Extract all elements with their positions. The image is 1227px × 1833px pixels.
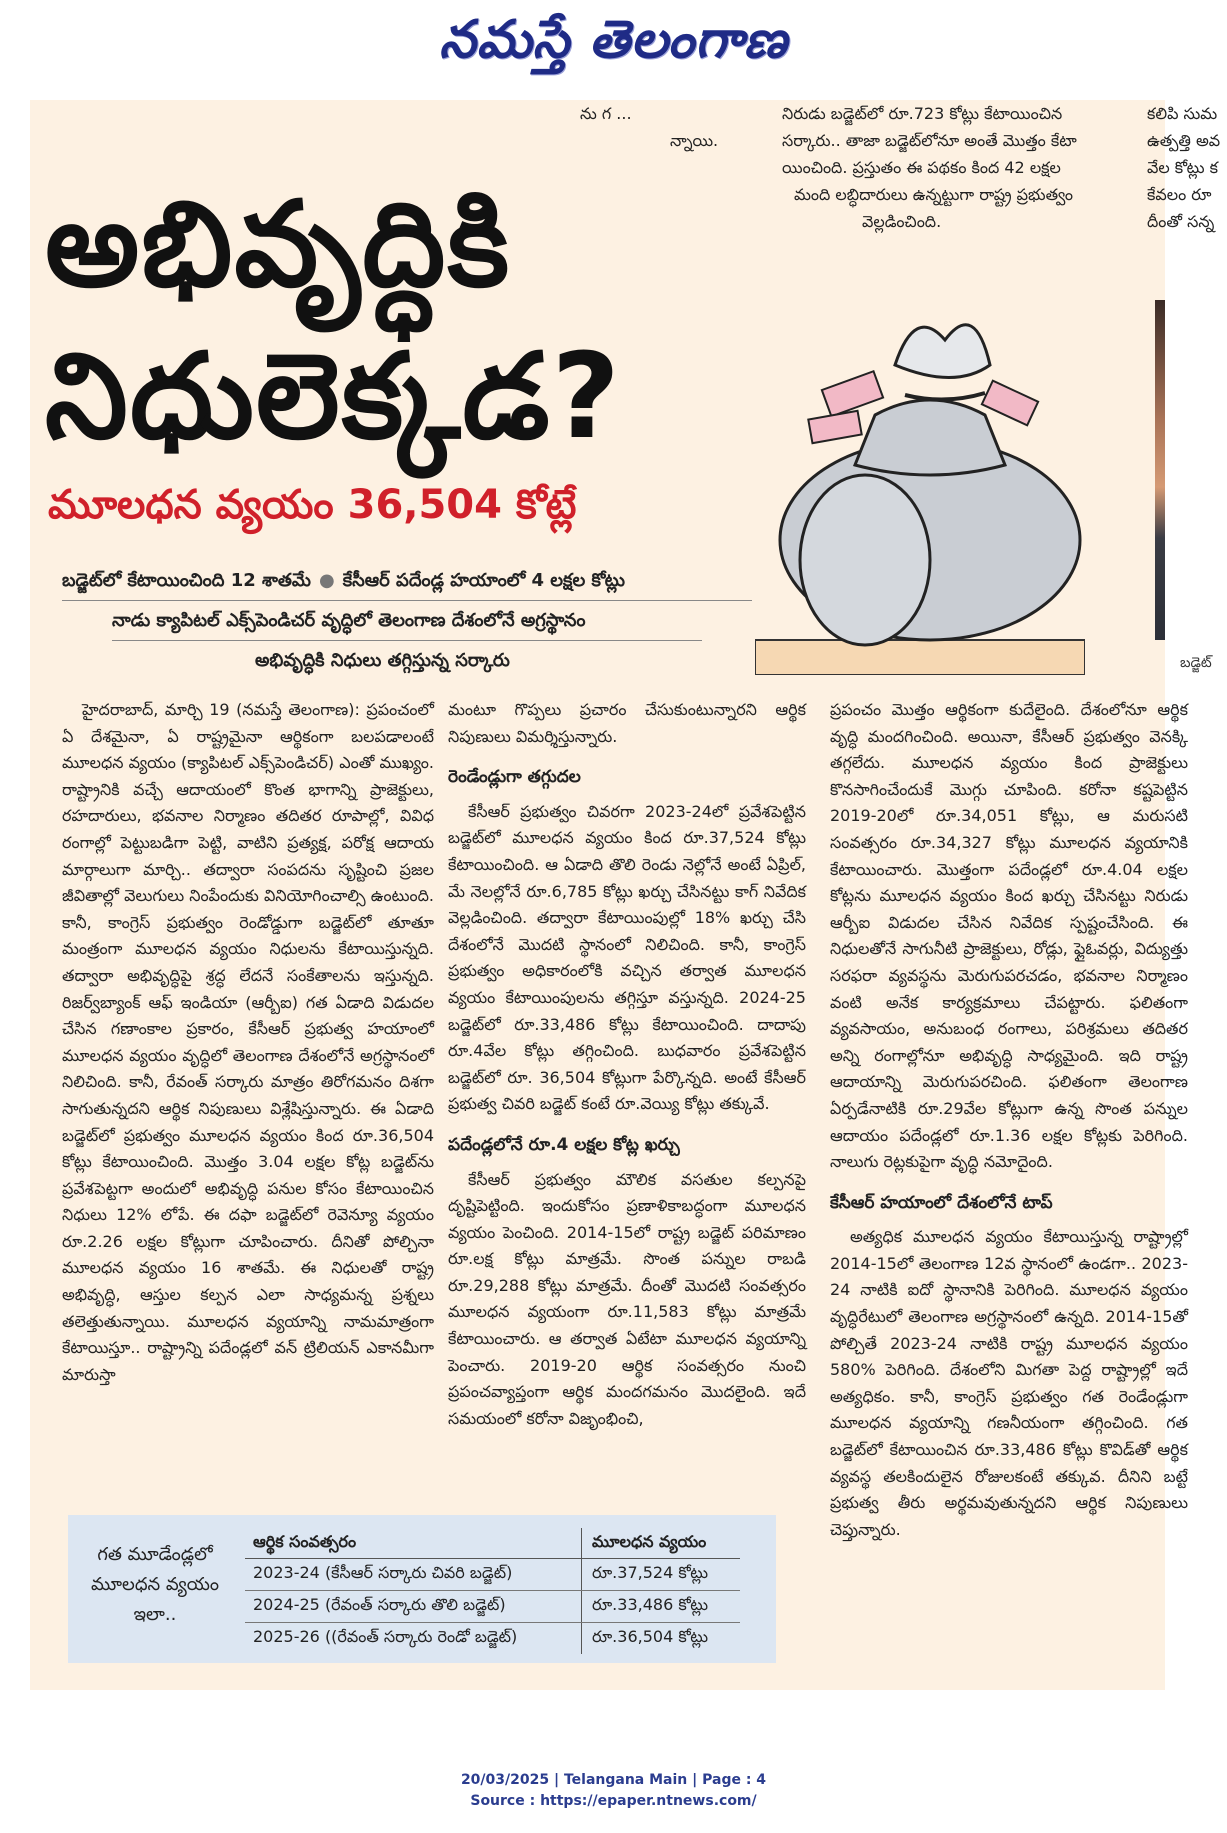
money-bag-illustration (755, 295, 1085, 675)
deck-line-1 (62, 570, 625, 595)
table-cell: 2024-25 (రేవంత్ సర్కారు తొలి బడ్జెట్) (245, 1591, 582, 1623)
subheadline: మూలధన వ్యయం 36,504 కోట్లే (48, 482, 577, 528)
section-heading: కేసీఆర్ హయాంలో దేశంలోనే టాప్ (830, 1192, 1053, 1213)
strip-line: వెల్లడించింది. (862, 212, 942, 231)
paragraph: కేసీఆర్ ప్రభుత్వం మౌలిక వసతుల కల్పనపై దృష్టిపెట్టింది. ఇందుకోసం ప్రణాళికాబద్ధంగా మూలధన వ్యయం పెంచింది. 2014-15లో రాష్ట్ర బడ్జెట్ పరిమాణం రూ.లక్ష కోట్లు మాత్రమే. సొంత పన్నుల రాబడి రూ.29,288 కోట్లు మాత్రమే. దీంతో మొదటి సంవత్సరం మూలధన వ్యయంగా రూ.11,583 కోట్లు మాత్రమే కేటాయించారు. ఆ తర్వాత ఏటేటా మూలధన వ్యయాన్ని పెంచారు. 2019-20 ఆర్థిక సంవత్సరం నుంచి ప్రపంచవ్యాప్తంగా ఆర్థిక మందగమనం మొదలైంది. ఇదే సమయంలో కరోనా విజృంభించి, (448, 1169, 806, 1428)
article-column-1 (62, 697, 434, 1388)
bullet-icon: ● (318, 570, 335, 591)
table-row (245, 1559, 740, 1591)
divider (112, 640, 702, 641)
photo-caption: బడ్జెట్ (1180, 655, 1212, 671)
table-cell: 2023-24 (కేసీఆర్ సర్కారు చివరి బడ్జెట్) (245, 1559, 582, 1591)
strip-line: ను గ ... (580, 104, 632, 123)
article-column-3 (830, 697, 1188, 1543)
previous-article-left (580, 100, 740, 154)
paragraph: ప్రపంచం మొత్తం ఆర్థికంగా కుదేలైంది. దేశంలోనూ ఆర్థిక వృద్ధి మందగించింది. అయినా, కేసీఆర్ ప్రభుత్వం వెనక్కి తగ్గలేదు. మూలధన వ్యయం కింద ప్రాజెక్టులు కొనసాగించేందుకే మొగ్గు చూపింది. కరోనా కష్టపెట్టిన 2019-20లో రూ.34,051 కోట్లు, ఆ మరుసటి సంవత్సరం రూ.34,327 కోట్లు మూలధన వ్యయానికి కేటాయించారు. మొత్తంగా పదేండ్లలో రూ.4.04 లక్షల కోట్లను మూలధన వ్యయం కింద ఖర్చు చేసినట్టు నిరుడు ఆర్బీఐ విడుదల చేసిన నివేదిక స్పష్టంచేసింది. ఈ నిధులతోనే సాగునీటి ప్రాజెక్టులు, రోడ్లు, ఫ్లైఓవర్లు, విద్యుత్తు సరఫరా వ్యవస్థను మెరుగుపరచడం, భవనాల నిర్మాణం వంటి అనేక కార్యక్రమాలు చేపట్టారు. ఫలితంగా వ్యవసాయం, అనుబంధ రంగాలు, పరిశ్రమలు తదితర అన్ని రంగాల్లోనూ అభివృద్ధి సాధ్యమైంది. ఇది రాష్ట్ర ఆదాయాన్ని మెరుగుపరచింది. ఫలితంగా తెలంగాణ ఏర్పడేనాటికి రూ.29వేల కోట్లుగా ఉన్న సొంత పన్నుల ఆదాయం పదేండ్లలో రూ.1.36 లక్షల కోట్లకు పెరిగింది. నాలుగు రెట్లకుపైగా వృద్ధి నమోదైంది. (830, 700, 1188, 1172)
table-row (245, 1591, 740, 1623)
table-row (245, 1623, 740, 1655)
column-header-year: ఆర్థిక సంవత్సరం (245, 1528, 582, 1559)
divider (62, 600, 752, 601)
deck-point-1: బడ్జెట్‌లో కేటాయించింది 12 శాతమే (62, 570, 311, 591)
page-footer (0, 1770, 1227, 1812)
strip-line: న్నాయి. (670, 131, 719, 150)
paragraph: హైదరాబాద్, మార్చి 19 (నమస్తే తెలంగాణ): ప్రపంచంలో ఏ దేశమైనా, ఏ రాష్ట్రమైనా ఆర్థికంగా బలపడాలంటే మూలధన వ్యయం (క్యాపిటల్ ఎక్స్‌పెండిచర్) ఎంతో ముఖ్యం. రాష్ట్రానికి వచ్చే ఆదాయంలో కొంత భాగాన్ని ప్రాజెక్టులు, రహదారులు, భవనాల నిర్మాణం తదితర రూపాల్లో, వివిధ రంగాల్లో పెట్టుబడిగా పెట్టి, వాటిని ప్రత్యక్ష, పరోక్ష ఆదాయ మార్గాలుగా మార్చి.. తద్వారా సంపదను సృష్టించి ప్రజల జీవితాల్లో వెలుగులు నింపేందుకు వినియోగించాల్సి ఉంటుంది. కానీ, కాంగ్రెస్ ప్రభుత్వం రెండోడ్డుగా బడ్జెట్‌లో తూతూ మంత్రంగా మూలధన వ్యయం నిధులను కేటాయిస్తున్నది. తద్వారా అభివృద్ధిపై శ్రద్ధ లేదనే సంకేతాలను ఇస్తున్నది. రిజర్వ్‌బ్యాంక్ ఆఫ్ ఇండియా (ఆర్బీఐ) గత ఏడాది విడుదల చేసిన గణాంకాల ప్రకారం, కేసీఆర్ ప్రభుత్వ హయాంలో మూలధన వ్యయం వృద్ధిలో తెలంగాణ దేశంలోనే అగ్రస్థానంలో నిలిచింది. కానీ, రేవంత్ సర్కారు మాత్రం తిరోగమనం దిశగా సాగుతున్నదని ఆర్థిక నిపుణులు విశ్లేషిస్తున్నారు. ఈ ఏడాది బడ్జెట్‌లో ప్రభుత్వం మూలధన వ్యయం కింద రూ.36,504 కోట్లు కేటాయించింది. మొత్తం 3.04 లక్షల కోట్ల బడ్జెట్‌ను ప్రవేశపెట్టగా అందులో అభివృద్ధి పనుల కోసం కేటాయించిన నిధులు 12% లోపే. ఈ దఫా బడ్జెట్‌లో రెవెన్యూ వ్యయం రూ.2.26 లక్షల కోట్లుగా చూపించారు. దీనితో పోల్చినా మూలధన వ్యయం 16 శాతమే. ఈ నిధులతో రాష్ట్ర అభివృద్ధి, ఆస్తుల కల్పన ఎలా సాధ్యమన్న ప్రశ్నలు తలెత్తుతున్నాయి. మూలధన వ్యయాన్ని నామమాత్రంగా కేటాయిస్తూ.. రాష్ట్రాన్ని పదేండ్లలో వన్ ట్రిలియన్ ఎకానమీగా మారుస్తా (62, 700, 434, 1384)
strip-line: దీంతో సన్న (1147, 212, 1215, 231)
headline (45, 168, 622, 472)
headline-line-2: నిధులెక్కడ? (45, 327, 622, 465)
strip-line: కలిపి సుమ (1147, 104, 1218, 123)
previous-article-middle (782, 100, 1142, 235)
article-column-2 (448, 697, 806, 1432)
strip-line: నిరుడు బడ్జెట్‌లో రూ.723 కోట్లు కేటాయించిన (782, 104, 1063, 123)
paragraph: అత్యధిక మూలధన వ్యయం కేటాయిస్తున్న రాష్ట్రాల్లో 2014-15లో తెలంగాణ 12వ స్థానంలో ఉండగా.. 2023-24 నాటికి ఐదో స్థానానికి పెరిగింది. మూలధన వ్యయం వృద్ధిరేటులో తెలంగాణ అగ్రస్థానంలో ఉన్నది. 2014-15తో పోల్చితే 2023-24 నాటికి రాష్ట్ర మూలధన వ్యయం 580% పెరిగింది. దేశంలోని మిగతా పెద్ద రాష్ట్రాల్లో ఇదే అత్యధికం. కానీ, కాంగ్రెస్ ప్రభుత్వం గత రెండేండ్లుగా మూలధన వ్యయాన్ని గణనీయంగా తగ్గించింది. గత బడ్జెట్‌లో కేటాయించిన రూ.33,486 కోట్లు కొవిడ్‌తో ఆర్థిక వ్యవస్థ తలకిందులైన రోజులకంటే తక్కువ. దీనిని బట్టే ప్రభుత్వ తీరు అర్థమవుతున్నదని ఆర్థిక నిపుణులు చెప్తున్నారు. (830, 1227, 1188, 1539)
strip-line: మంది లబ్ధిదారులు ఉన్నట్టుగా రాష్ట్ర ప్రభుత్వం (794, 185, 1074, 204)
strip-line: యించింది. ప్రస్తుతం ఈ పథకం కింద 42 లక్షల (782, 158, 1061, 177)
deck-point-2: కేసీఆర్ పదేండ్ల హయాంలో 4 లక్షల కోట్లు (342, 570, 625, 591)
paragraph: కేసీఆర్ ప్రభుత్వం చివరగా 2023-24లో ప్రవేశపెట్టిన బడ్జెట్‌లో మూలధన వ్యయం కింద రూ.37,524 కోట్లు కేటాయించింది. ఆ ఏడాది తొలి రెండు నెల్లోనే అంటే ఏప్రిల్, మే నెలల్లోనే రూ.6,785 కోట్లు ఖర్చు చేసినట్టు కాగ్ నివేదిక వెల్లడించింది. తద్వారా కేటాయింపుల్లో 18% ఖర్చు చేసి దేశంలోనే మొదటి స్థానంలో నిలిచింది. కానీ, కాంగ్రెస్ ప్రభుత్వం అధికారంలోకి వచ్చిన తర్వాత మూలధన వ్యయం కేటాయింపులను తగ్గిస్తూ వస్తున్నది. 2024-25 బడ్జెట్‌లో రూ.33,486 కోట్లు కేటాయించింది. దాదాపు రూ.4వేల కోట్లు తగ్గించింది. బుధవారం ప్రవేశపెట్టిన బడ్జెట్‌లో రూ. 36,504 కోట్లుగా పేర్కొన్నది. అంటే కేసీఆర్ ప్రభుత్వ చివరి బడ్జెట్ కంటే రూ.వెయ్యి కోట్లు తక్కువే. (448, 801, 806, 1114)
strip-line: ఉత్పత్తి అవ (1147, 131, 1221, 150)
deck-line-3: అభివృద్ధికి నిధులు తగ్గిస్తున్న సర్కారు (255, 650, 510, 671)
section-heading: పదేండ్లలోనే రూ.4 లక్షల కోట్ల ఖర్చు (448, 1134, 680, 1155)
strip-line: వేల కోట్లు క (1147, 158, 1218, 177)
previous-article-right (1147, 100, 1227, 235)
section-heading: రెండేండ్లుగా తగ్గుదల (448, 767, 581, 788)
column-header-capex: మూలధన వ్యయం (582, 1528, 741, 1559)
headline-line-1: అభివృద్ధికి (45, 175, 512, 313)
deck-line-2: నాడు క్యాపిటల్ ఎక్స్‌పెండిచర్ వృద్ధిలో తెలంగాణ దేశంలోనే అగ్రస్థానం (112, 610, 586, 631)
table-label: గత మూడేండ్లలో మూలధన వ్యయం ఇలా.. (90, 1544, 219, 1625)
paragraph: మంటూ గొప్పలు ప్రచారం చేసుకుంటున్నారని ఆర్థిక నిపుణులు విమర్శిస్తున్నారు. (448, 700, 806, 746)
masthead (0, 0, 1227, 92)
table-cell: రూ.37,524 కోట్లు (582, 1559, 741, 1591)
table-cell: రూ.36,504 కోట్లు (582, 1623, 741, 1655)
table-cell: రూ.33,486 కోట్లు (582, 1591, 741, 1623)
capex-table (245, 1528, 740, 1654)
strip-line: కేవలం రూ (1147, 185, 1212, 204)
strip-line: సర్కారు.. తాజా బడ్జెట్‌లోనూ అంతే మొత్తం కేటా (782, 131, 1077, 150)
table-cell: 2025-26 ((రేవంత్ సర్కారు రెండో బడ్జెట్) (253, 1627, 518, 1646)
footer-edition-info: 20/03/2025 | Telangana Main | Page : 4 (460, 1772, 767, 1788)
table-header-row (245, 1528, 740, 1559)
footer-source-link[interactable]: Source : https://epaper.ntnews.com/ (470, 1793, 757, 1809)
masthead-title: నమస్తే తెలంగాణ (439, 9, 788, 70)
